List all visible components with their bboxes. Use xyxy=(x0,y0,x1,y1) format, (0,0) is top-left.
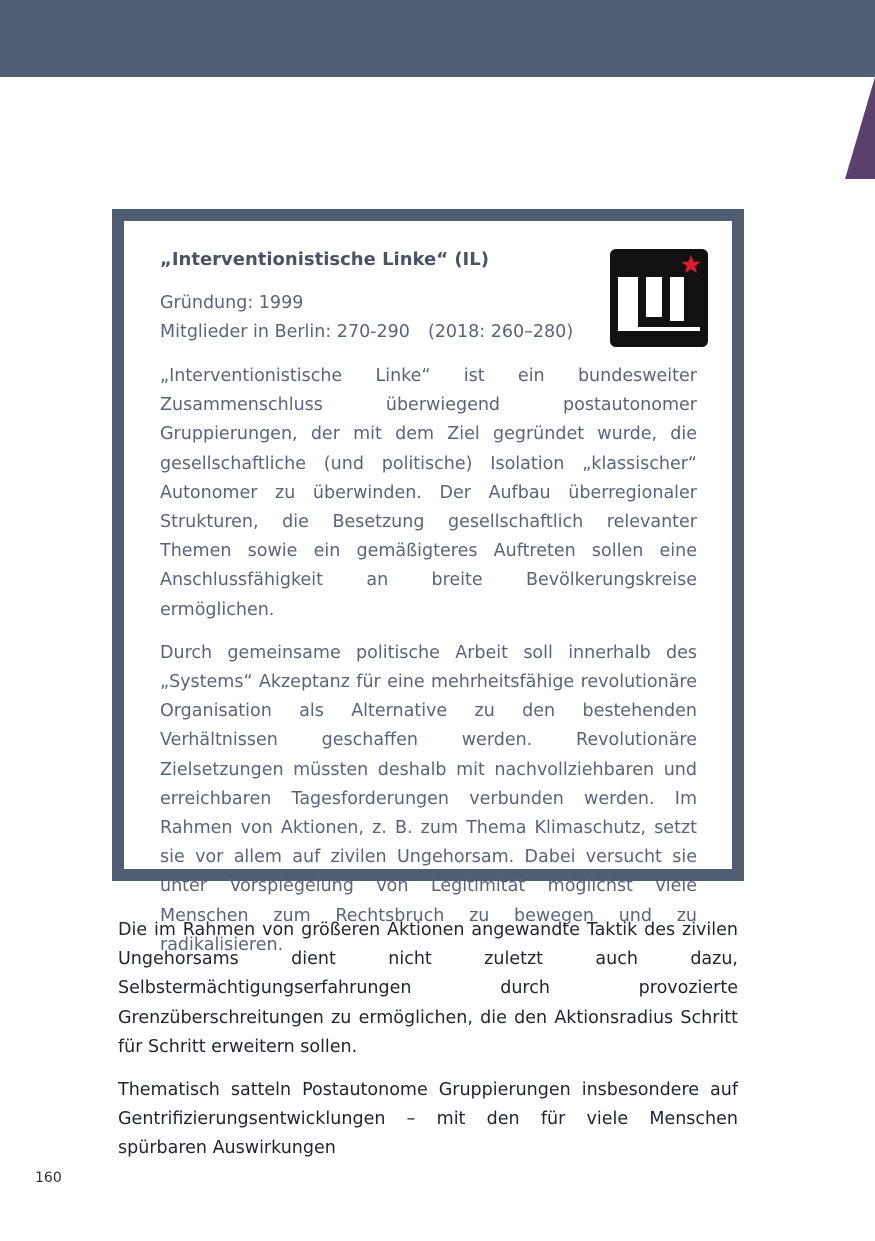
interventionistische-linke-logo-icon xyxy=(610,249,708,347)
infobox-paragraph: „Interventionistische Linke“ ist ein bundesweiter Zusammenschluss überwiegend postautonomer Gruppierungen, der mit dem Ziel gegründet wurde, die gesellschaftliche (und politische) Isolation „klassischer“ Autonomer zu überwinden. Der Aufbau überregionaler Strukturen, die Besetzung gesellschaftlich relevanter Themen sowie ein gemäßigteres Auftreten sollen eine Anschlussfähigkeit an breite Bevölkerungskreise ermöglichen. xyxy=(160,366,697,620)
infobox-title: „Interventionistische Linke“ (IL) xyxy=(160,249,489,270)
corner-accent-triangle xyxy=(845,77,875,179)
logo-left-block xyxy=(618,277,638,327)
founding-line: Gründung: 1999 xyxy=(160,293,304,313)
page-number: 160 xyxy=(35,1170,62,1186)
header-band xyxy=(0,0,875,77)
logo-bottom-gap xyxy=(618,327,700,331)
infobox-paragraph: Durch gemeinsame politische Arbeit soll innerhalb des „Systems“ Akzeptanz für eine mehrheitsfähige revolutionäre Organisation als Alternative zu den bestehenden Verhältnissen geschaffen werden. Revolutionäre Zielsetzungen müssten deshalb mit nachvollziehbaren und erreichbaren Tagesforderungen verbunden werden. Im Rahmen von Aktionen, z. B. zum Thema Klimaschutz, setzt sie vor allem auf zivilen Ungehorsam. Dabei versucht sie unter Vorspiegelung von Legitimität möglichst viele Menschen zum Rechtsbruch zu bewegen und zu radikalisieren. xyxy=(160,642,697,955)
infobox-text xyxy=(160,362,697,974)
corner-accent-shape xyxy=(845,77,875,179)
body-paragraph: Die im Rahmen von größeren Aktionen angewandte Taktik des zivilen Ungehorsams dient nicht zuletzt auch dazu, Selbstermächtigungserfahrungen durch provozierte Grenzüberschreitungen zu ermöglichen, die den Aktionsradius Schritt für Schritt erweitern sollen. xyxy=(118,920,738,1057)
infobox-meta xyxy=(160,289,600,347)
members-line xyxy=(160,318,600,347)
logo-center-gap xyxy=(646,277,662,317)
members-previous: (2018: 260–280) xyxy=(427,322,574,342)
logo-right-block xyxy=(670,277,684,321)
body-paragraph: Thematisch satteln Postautonome Gruppierungen insbesondere auf Gentrifizierungsentwicklungen – mit den für viele Menschen spürbaren Auswirkungen xyxy=(118,1080,738,1159)
members-current: Mitglieder in Berlin: 270-290 xyxy=(160,322,410,342)
body-text xyxy=(118,916,738,1178)
